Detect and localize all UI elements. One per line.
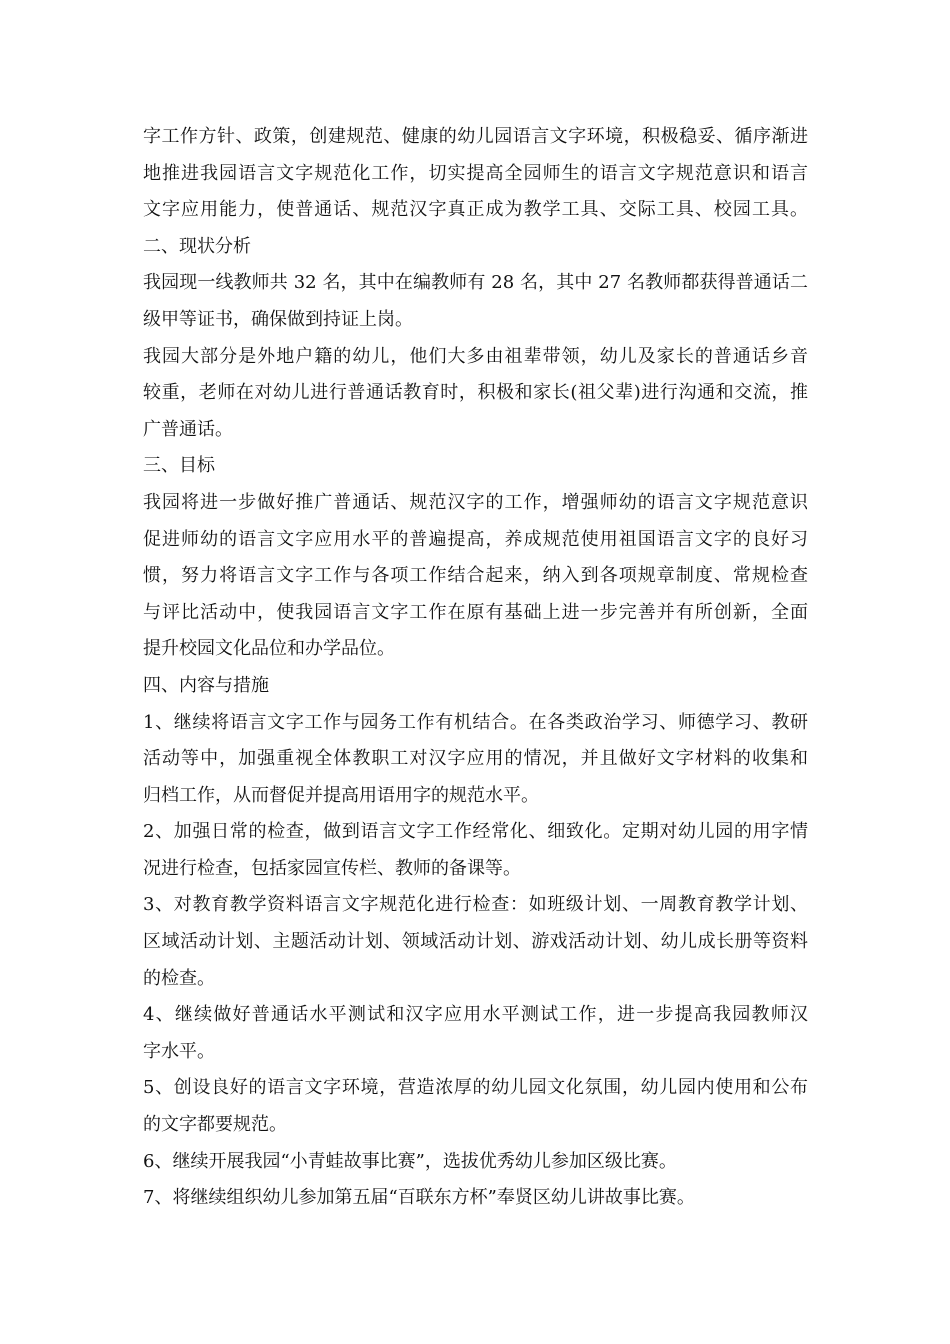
text-line: 惯，努力将语言文字工作与各项工作结合起来，纳入到各项规章制度、常规检查 <box>143 565 808 587</box>
text-line: 地推进我园语言文字规范化工作，切实提高全园师生的语言文字规范意识和语言 <box>143 162 808 184</box>
text-line: 2、加强日常的检查，做到语言文字工作经常化、细致化。定期对幼儿园的用字情 <box>143 821 808 843</box>
text-line: 三、目标 <box>143 455 215 477</box>
text-line: 二、现状分析 <box>143 235 251 257</box>
text-line: 较重，老师在对幼儿进行普通话教育时，积极和家长(祖父辈)进行沟通和交流，推 <box>143 382 808 404</box>
text-line: 况进行检查，包括家园宣传栏、教师的备课等。 <box>143 857 521 879</box>
text-line: 文字应用能力，使普通话、规范汉字真正成为教学工具、交际工具、校园工具。 <box>143 199 808 221</box>
text-line: 活动等中，加强重视全体教职工对汉字应用的情况，并且做好文字材料的收集和 <box>143 748 808 770</box>
text-line: 区域活动计划、主题活动计划、领域活动计划、游戏活动计划、幼儿成长册等资料 <box>143 931 808 953</box>
text-line: 与评比活动中，使我园语言文字工作在原有基础上进一步完善并有所创新，全面 <box>143 601 808 623</box>
text-line: 四、内容与措施 <box>143 674 269 696</box>
text-line: 我园现一线教师共 32 名，其中在编教师有 28 名，其中 27 名教师都获得普通话二 <box>143 272 808 294</box>
text-line: 1、继续将语言文字工作与园务工作有机结合。在各类政治学习、师德学习、教研 <box>143 711 808 733</box>
text-line: 广普通话。 <box>143 418 233 440</box>
text-line: 促进师幼的语言文字应用水平的普遍提高，养成规范使用祖国语言文字的良好习 <box>143 528 808 550</box>
text-line: 5、创设良好的语言文字环境，营造浓厚的幼儿园文化氛围，幼儿园内使用和公布 <box>143 1077 808 1099</box>
text-line: 级甲等证书，确保做到持证上岗。 <box>143 308 413 330</box>
document-body <box>143 119 808 1217</box>
text-line: 6、继续开展我园“小青蛙故事比赛”，选拔优秀幼儿参加区级比赛。 <box>143 1150 677 1172</box>
text-line: 的检查。 <box>143 967 215 989</box>
text-line: 字工作方针、政策，创建规范、健康的幼儿园语言文字环境，积极稳妥、循序渐进 <box>143 126 808 147</box>
text-line: 我园将进一步做好推广普通话、规范汉字的工作，增强师幼的语言文字规范意识 <box>143 491 808 513</box>
text-line: 的文字都要规范。 <box>143 1114 287 1136</box>
text-line: 提升校园文化品位和办学品位。 <box>143 638 395 660</box>
text-line: 字水平。 <box>143 1040 215 1062</box>
text-line: 3、对教育教学资料语言文字规范化进行检查：如班级计划、一周教育教学计划、 <box>143 894 808 916</box>
document-page <box>143 119 808 1217</box>
text-line: 7、将继续组织幼儿参加第五届“百联东方杯”奉贤区幼儿讲故事比赛。 <box>143 1187 695 1209</box>
text-line: 归档工作，从而督促并提高用语用字的规范水平。 <box>143 784 539 806</box>
text-line: 我园大部分是外地户籍的幼儿，他们大多由祖辈带领，幼儿及家长的普通话乡音 <box>143 345 808 367</box>
text-line: 4、继续做好普通话水平测试和汉字应用水平测试工作，进一步提高我园教师汉 <box>143 1004 808 1026</box>
